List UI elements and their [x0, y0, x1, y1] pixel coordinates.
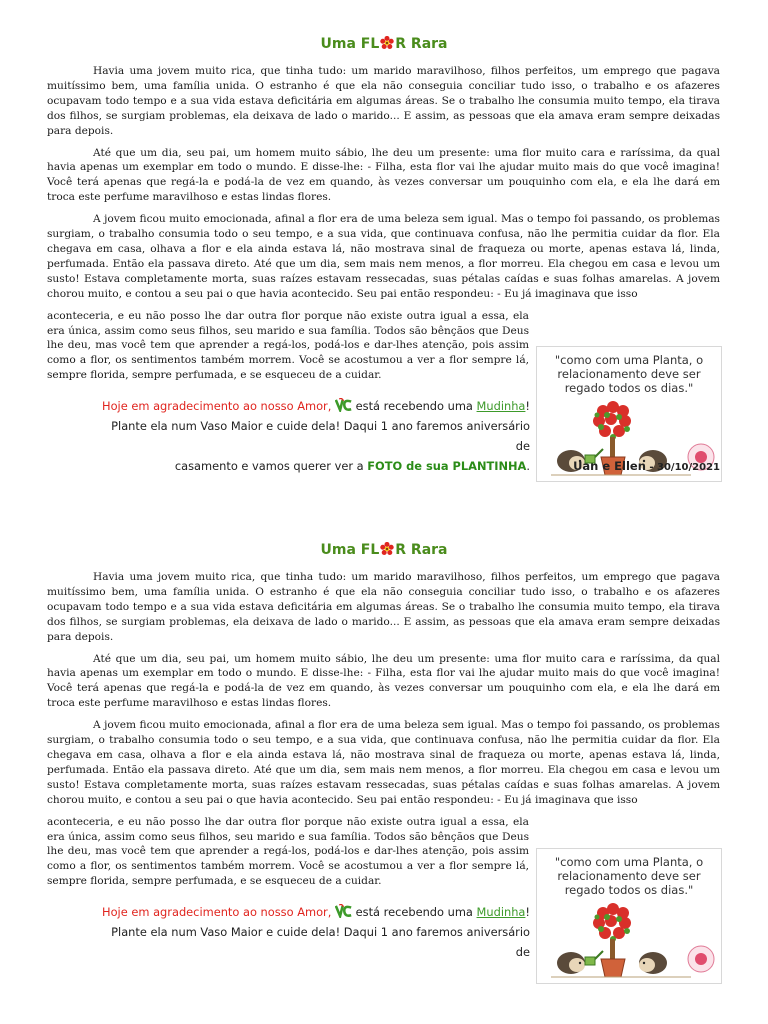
signature-date: - 30/10/2021	[645, 462, 720, 473]
title-suffix: R Rara	[395, 542, 448, 558]
page-title	[0, 542, 768, 558]
paragraph-1: Havia uma jovem muito rica, que tinha tudo: um marido maravilhoso, filhos perfeitos, um emprego que pagava muitíssimo bem, uma família unida. O estranho é que ela não conseguia conciliar tudo isso, o trabalho e os afazeres ocupavam todo tempo e a sua vida estava deficitária em algumas áreas. Se o trabalho lhe consumia muito tempo, ela tirava dos filhos, se surgiam problemas, ela deixava de lado o marido... E assim, as pessoas que ela amava eram sempre deixadas para depois.	[47, 65, 720, 137]
paragraph-4: aconteceria, e eu não posso lhe dar outra flor porque não existe outra igual a essa, ela era única, assim como seus filhos, seu marido e sua família. Todos são bênçãos que Deus lhe deu, mas você tem que aprender a regá-los, podá-los e dar-lhes atenção, pois assim como a flor, os sentimentos também morrem. Você se acostumou a ver a flor sempre lá, sempre florida, sempre perfumada, e se esqueceu de a cuidar.	[47, 815, 529, 888]
paragraph-3: A jovem ficou muito emocionada, afinal a flor era de uma beleza sem igual. Mas o tempo foi passando, os problemas surgiam, o trabalho consumia todo o seu tempo, e a sua vida, que continuava confusa, não lhe permitia cuidar da flor. Ela chegava em casa, olhava a flor e ela ainda estava lá, não mostrava sinal de fraqueza ou morte, apenas estava lá, linda, perfumada. Então ela passava direto. Até que um dia, sem mais nem menos, a flor morreu. Ela chegou em casa e levou um susto! Estava completamente morta, suas raízes estavam ressecadas, suas pétalas caídas e suas folhas amarelas. A jovem chorou muito, e contou a seu pai o que havia acontecido. Seu pai então respondeu: - Eu já imaginava que isso	[47, 213, 720, 300]
flower-icon	[380, 542, 394, 556]
title-prefix: Uma FL	[320, 36, 380, 52]
quote-card	[536, 848, 722, 984]
thanks-note	[100, 396, 530, 476]
hedgehog-illustration	[541, 901, 717, 981]
paragraph-2: Até que um dia, seu pai, um homem muito sábio, lhe deu um presente: uma flor muito cara e raríssima, da qual havia apenas um exemplar em todo o mundo. E disse-lhe: - Filha, esta flor vai lhe ajudar muito mais do que você imagina! Você terá apenas que regá-la e podá-la de vez em quando, às vezes conversar um pouquinho com ela, e ela lhe dará em troca este perfume maravilhoso e estas lindas flores.	[47, 652, 720, 710]
thanks-line-2	[100, 922, 530, 962]
title-prefix: Uma FL	[320, 542, 380, 558]
thanks-line-2	[100, 416, 530, 456]
photo-highlight: FOTO de sua PLANTINHA	[367, 459, 527, 473]
thanks-receiving-text: está recebendo uma	[352, 905, 477, 919]
thanks-exclamation: !	[525, 905, 530, 919]
story-text	[47, 64, 720, 383]
vc-logo-icon	[335, 398, 352, 412]
vc-logo-icon	[335, 904, 352, 918]
flower-icon	[380, 36, 394, 50]
thanks-love-text: Hoje em agradecimento ao nosso Amor,	[102, 905, 332, 919]
plant-instruction: Plante ela num Vaso Maior e cuide dela!	[111, 419, 341, 433]
thanks-receiving-text: está recebendo uma	[352, 399, 477, 413]
photo-request: casamento e vamos querer ver a	[174, 459, 368, 473]
thanks-line-1	[100, 396, 530, 416]
thanks-period: .	[526, 459, 530, 473]
paragraph-3: A jovem ficou muito emocionada, afinal a flor era de uma beleza sem igual. Mas o tempo foi passando, os problemas surgiam, o trabalho consumia todo o seu tempo, e a sua vida, que continuava confusa, não lhe permitia cuidar da flor. Ela chegava em casa, olhava a flor e ela ainda estava lá, não mostrava sinal de fraqueza ou morte, apenas estava lá, linda, perfumada. Então ela passava direto. Até que um dia, sem mais nem menos, a flor morreu. Ela chegou em casa e levou um susto! Estava completamente morta, suas raízes estavam ressecadas, suas pétalas caídas e suas folhas amarelas. A jovem chorou muito, e contou a seu pai o que havia acontecido. Seu pai então respondeu: - Eu já imaginava que isso	[47, 719, 720, 806]
thanks-note	[100, 902, 530, 962]
plant-instruction: Plante ela num Vaso Maior e cuide dela!	[111, 925, 341, 939]
page-title	[0, 36, 768, 52]
mudinha-link[interactable]: Mudinha	[476, 905, 526, 919]
paragraph-2: Até que um dia, seu pai, um homem muito sábio, lhe deu um presente: uma flor muito cara e raríssima, da qual havia apenas um exemplar em todo o mundo. E disse-lhe: - Filha, esta flor vai lhe ajudar muito mais do que você imagina! Você terá apenas que regá-la e podá-la de vez em quando, às vezes conversar um pouquinho com ela, e ela lhe dará em troca este perfume maravilhoso e estas lindas flores.	[47, 146, 720, 204]
signature	[573, 459, 720, 473]
thanks-love-text: Hoje em agradecimento ao nosso Amor,	[102, 399, 332, 413]
thanks-exclamation: !	[525, 399, 530, 413]
paragraph-1: Havia uma jovem muito rica, que tinha tudo: um marido maravilhoso, filhos perfeitos, um emprego que pagava muitíssimo bem, uma família unida. O estranho é que ela não conseguia conciliar tudo isso, o trabalho e os afazeres ocupavam todo tempo e a sua vida estava deficitária em algumas áreas. Se o trabalho lhe consumia muito tempo, ela tirava dos filhos, se surgiam problemas, ela deixava de lado o marido... E assim, as pessoas que ela amava eram sempre deixadas para depois.	[47, 571, 720, 643]
mudinha-link[interactable]: Mudinha	[476, 399, 526, 413]
story-text	[47, 570, 720, 889]
title-suffix: R Rara	[395, 36, 448, 52]
quote-text: "como com uma Planta, o relacionamento deve ser regado todos os dias."	[554, 353, 704, 395]
thanks-line-3	[100, 456, 530, 476]
anniversary-text: Daqui 1 ano faremos aniversário de	[340, 419, 530, 453]
signature-names: Uan e Ellen	[573, 459, 646, 473]
quote-text: "como com uma Planta, o relacionamento deve ser regado todos os dias."	[554, 855, 704, 897]
anniversary-text: Daqui 1 ano faremos aniversário de	[340, 925, 530, 959]
thanks-line-1	[100, 902, 530, 922]
paragraph-4: aconteceria, e eu não posso lhe dar outra flor porque não existe outra igual a essa, ela era única, assim como seus filhos, seu marido e sua família. Todos são bênçãos que Deus lhe deu, mas você tem que aprender a regá-los, podá-los e dar-lhes atenção, pois assim como a flor, os sentimentos também morrem. Você se acostumou a ver a flor sempre lá, sempre florida, sempre perfumada, e se esqueceu de a cuidar.	[47, 309, 529, 382]
